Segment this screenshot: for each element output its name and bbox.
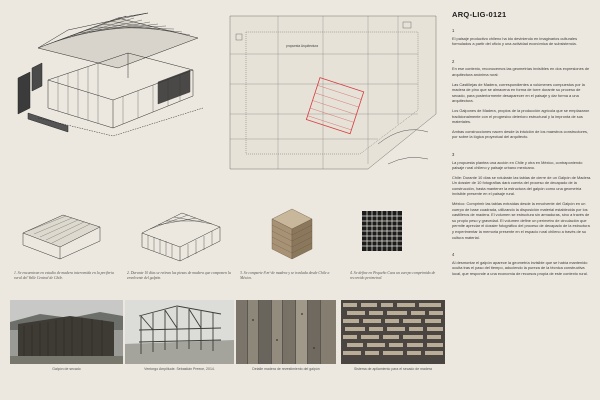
- site-plan-drawing: [228, 14, 438, 179]
- section-paragraph: Al desmontar el galpón aparece la geometría invisible que se había mantenido oculta tras el paso del tiempo, aduciendo la pureza de la técnica constructiva local, que responde a una economía de recursos propia de este contexto rural.: [452, 259, 588, 276]
- photo-drying-shed: [10, 300, 123, 364]
- timber-stack-cube-figure: [268, 203, 316, 263]
- figure-caption-4: 4. Se define en Pequeño Caos un cuerpo comprimido de recorrido perimetral.: [350, 271, 436, 280]
- photo-caption-3: Detalle madera de revestimiento del galpón: [252, 367, 320, 371]
- photo-cladding-detail: [236, 300, 336, 364]
- section-paragraph: México: Comprimir las tablas extraídas desde la envolvente del Galpón en un cuerpo de base cuadrada, utilizando la disposición material establecida por los castilleros de madera. El volumen se estructura sin armaduras, sino a través de su propio peso y gravedad. El volumen define un perímetro de circulación que permite apreciar el dossier fotográfico del proceso de decapado de la estructura y experimentar la memoria presente en el espacio rural chileno a través de su cultura material.: [452, 201, 590, 240]
- site-plan-label: propuesta Arquitectura: [286, 44, 319, 48]
- figure-caption-1: 1. Se encuentran en estudio de madera intervenida en la periferia rural del Valle Central de Chile.: [14, 271, 114, 280]
- section-paragraph: El paisaje productivo chileno ha ido deviniendo en imaginarios culturales formulados a partir del oficio y una actividad económica de subsistencia.: [452, 35, 578, 47]
- photo-caption-1: Galpón de secado: [52, 367, 81, 371]
- photo-timber-frame: [125, 300, 234, 364]
- photo-caption-4: Sistema de apilamiento para el secado de madera: [353, 367, 433, 371]
- section-number: 1: [452, 28, 455, 33]
- section-paragraph: Chile: Durante 10 días se rotularán las tablas de cierre de un Galpón de Madera. Un dossier de 10 fotografías dará cuenta del proceso de decapado de la construcción, hasta mantener la estructura del galpón como una geometría invisible presente en el paisaje rural.: [452, 174, 592, 197]
- section-paragraph: Las Castillejas de Madera, correspondientes a volúmenes compuestos por la madera de pino que se almacena en forma de torre durante su proceso de secado, para posteriormente desaparecer en el paisaje y dar forma a una arquitectura.: [452, 81, 585, 104]
- photo-stacked-timber: [341, 300, 445, 364]
- section-number: 2: [452, 58, 455, 64]
- section-paragraph: En ese contexto, reconocemos las geometrías invisibles en dos expresiones de arquitectura anónima rural:: [452, 66, 590, 77]
- text-section-2: [452, 59, 592, 140]
- project-code: ARQ-LIG-0121: [452, 10, 507, 19]
- section-number: 4: [452, 252, 455, 258]
- section-number: 3: [452, 151, 455, 157]
- text-section-3: [452, 152, 592, 240]
- compressed-volume-plan-figure: [360, 203, 404, 263]
- figure-caption-2: 2. Durante 10 días se retiran las piezas de madera que componen la envolvente del galpón.: [127, 271, 231, 280]
- exploded-axonometric-drawing: [8, 8, 213, 138]
- photo-caption-2: Ventorgo Amplitude. Sebastián Preece, 2014.: [144, 367, 215, 371]
- text-column: [452, 28, 592, 289]
- text-section-4: [452, 252, 592, 276]
- shed-frame-figure: [136, 203, 224, 263]
- section-paragraph: Los Galpones de Madera, propios de la producción agrícola que se emplazaron tradicionalmente con el progresivo deterioro estructural y la impronta de sus materiales.: [452, 107, 590, 125]
- figure-caption-3: 3. Se comparte 8 m³ de madera y se traslada desde Chile a México.: [240, 271, 330, 280]
- section-paragraph: La propuesta plantea una acción en Chile y otra en México, contraponiendo paisaje rural chileno y paisaje urbano mexicano.: [452, 159, 583, 171]
- section-paragraph: Ambas construcciones nacen desde la intuición de los maestros constructores, por sobre la lógica proyectual del arquitecto.: [452, 128, 589, 140]
- text-section-1: [452, 28, 592, 47]
- shed-outline-figure: [18, 203, 104, 263]
